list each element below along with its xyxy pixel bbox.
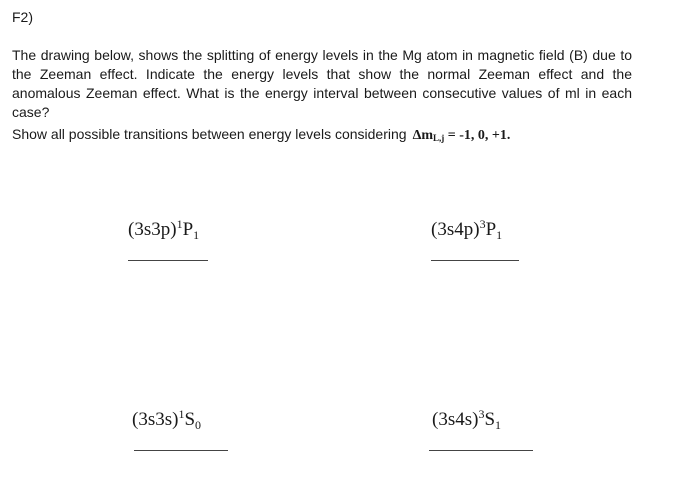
selection-rule	[413, 128, 511, 143]
energy-level-label-3s3p	[128, 219, 199, 241]
level-term: P	[182, 219, 194, 240]
problem-statement: The drawing below, shows the splitting of energy levels in the Mg atom in magnetic field (B) due to the Zeeman effect. Indicate the energy levels that show the normal Zeeman effect and the anomalous Zeeman effect. What is the energy interval between consecutive values of ml in each case?	[12, 47, 632, 120]
level-config: (3s4p)	[431, 219, 480, 240]
level-config: (3s4s)	[432, 409, 479, 430]
level-term: S	[484, 409, 496, 430]
level-j: 0	[195, 418, 202, 432]
level-config: (3s3p)	[128, 219, 177, 240]
energy-level-line-3s3p	[128, 260, 208, 261]
level-config: (3s3s)	[132, 409, 179, 430]
level-multiplicity: 3	[478, 407, 485, 421]
energy-level-label-3s3s	[132, 409, 201, 431]
level-multiplicity: 1	[176, 217, 183, 231]
transitions-instruction	[12, 125, 510, 148]
level-multiplicity: 1	[178, 407, 185, 421]
energy-level-line-3s4s	[429, 450, 533, 451]
level-j: 1	[495, 418, 502, 432]
selection-rule-values: = -1, 0, +1.	[444, 128, 511, 143]
level-multiplicity: 3	[479, 217, 486, 231]
selection-rule-delta: Δm	[412, 128, 434, 143]
level-j: 1	[496, 228, 503, 242]
level-term: P	[485, 219, 497, 240]
level-j: 1	[193, 228, 200, 242]
energy-level-label-3s4s	[432, 409, 501, 431]
selection-rule-subscript: L,j	[433, 133, 445, 143]
energy-level-line-3s4p	[431, 260, 519, 261]
energy-level-line-3s3s	[134, 450, 228, 451]
level-term: S	[184, 409, 196, 430]
transitions-prefix: Show all possible transitions between energy levels considering	[12, 126, 407, 142]
problem-label: F2)	[12, 9, 33, 25]
energy-level-label-3s4p	[431, 219, 502, 241]
